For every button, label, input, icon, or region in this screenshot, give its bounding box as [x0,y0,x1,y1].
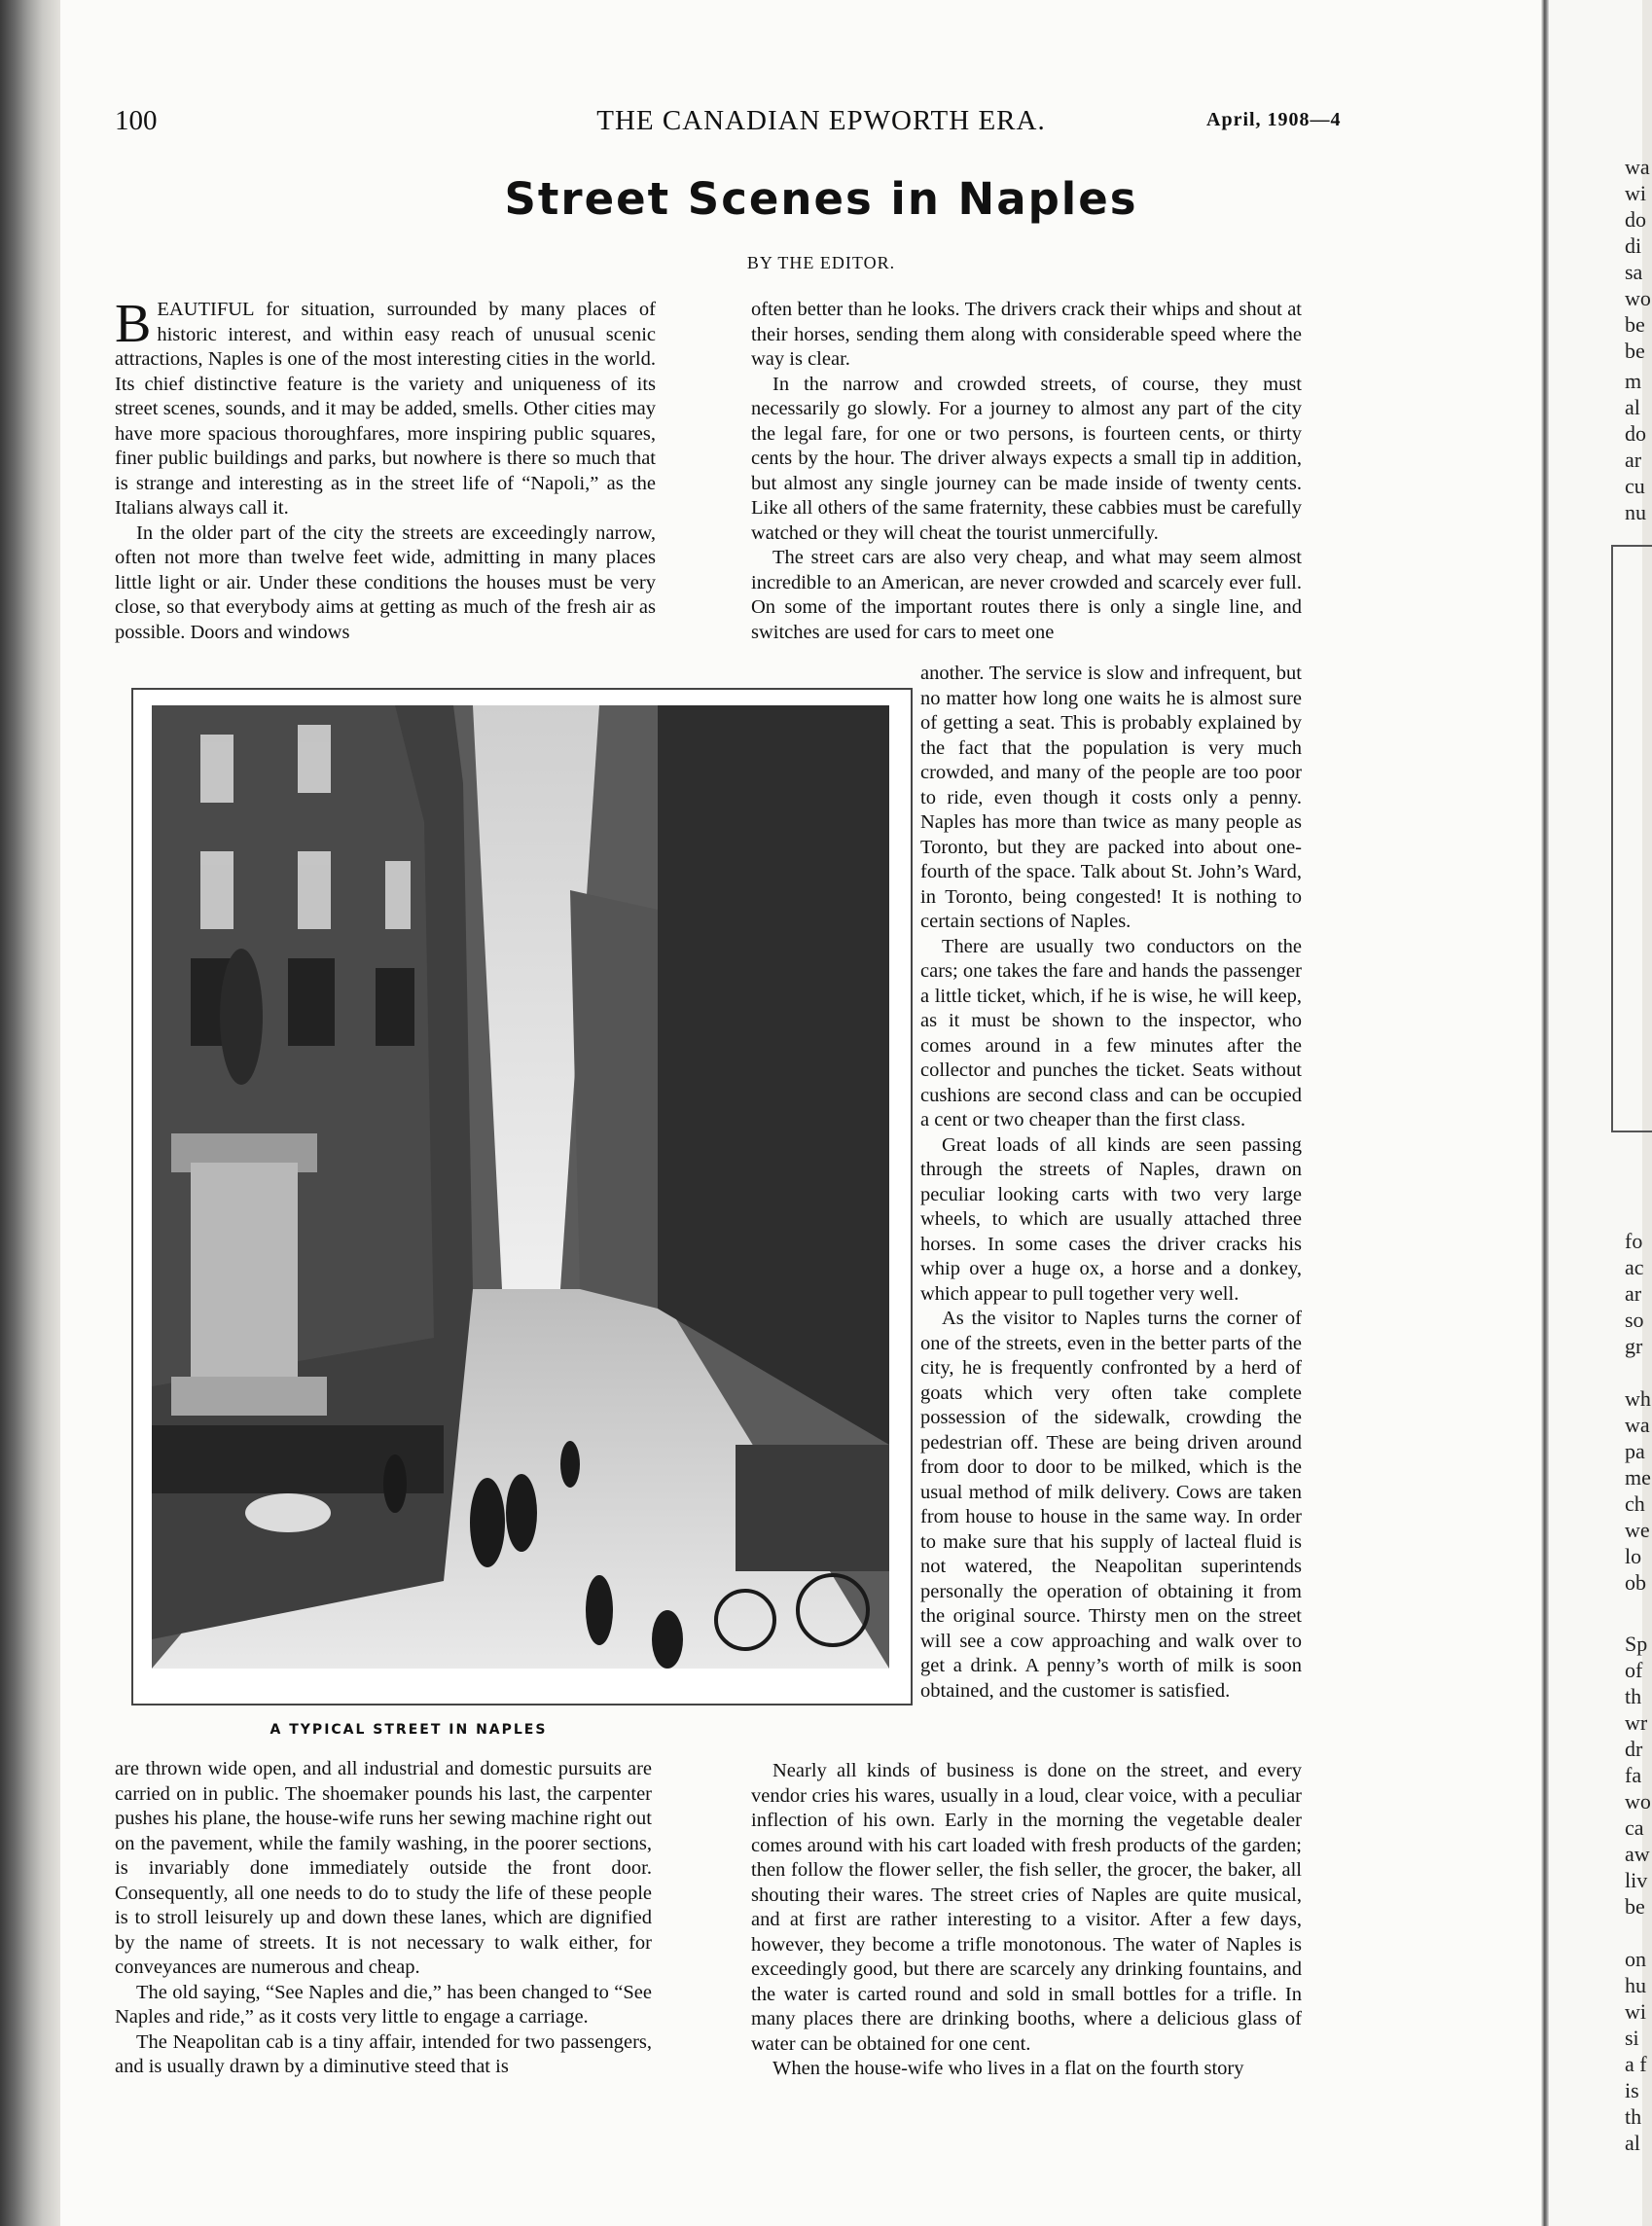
paragraph: The Neapolitan cab is a tiny affair, intended for two passengers, and is usually drawn by a diminutive steed that is [115,2030,652,2077]
paragraph: The old saying, “See Naples and die,” has been changed to “See Naples and ride,” as it costs very little to engage a carriage. [115,1981,652,2028]
adjacent-text-fragment: Sp of th wr dr fa wo ca aw liv be on hu wi si a f is th al [1625,1632,1651,2155]
column-2-middle [920,662,1302,1704]
paragraph: As the visitor to Naples turns the corner of one of the streets, even in the better parts of the city, he is frequently confronted by a herd of goats which very often take complete possession of the sidewalk, crowding the pedestrian off. These are being driven around from door to door to be milked, which is the usual method of milk delivery. Cows are taken from house to house in the same way. In order to make sure that his supply of lacteal fluid is not watered, the Neapolitan superintends personally the operation of obtaining it from the original source. Thirsty men on the street will see a cow approaching and walk over to get a drink. A penny’s worth of milk is soon obtained, and the customer is satisfied. [920,1308,1302,1702]
column-2-bottom [751,1759,1302,2082]
paragraph: There are usually two conductors on the cars; one takes the fare and hands the passenger a little ticket, which, if he is wise, he will keep, as it must be shown to the inspector, who comes around in a few minutes after the collector and punches the ticket. Seats without cushions are second class and can be occupied a cent or two cheaper than the first class. [920,935,1302,1131]
drop-cap: B [115,294,152,354]
paragraph: BEAUTIFUL for situation, surrounded by many places of historic interest, and within easy reach of unusual scenic attractions, Naples is one of the most interesting cities in the world. Its chief distinctive feature is the variety and uniqueness of its street scenes, sounds, and it may be added, smells. Other cities may have more spacious thoroughfares, more inspiring public squares, finer public buildings and parks, but nowhere is there so much that is strange and interesting as in the street life of “Napoli,” as the Italians always call it. [115,294,656,519]
paragraph: In the narrow and crowded streets, of course, they must necessarily go slowly. For a journey to almost any part of the city the legal fare, for one or two persons, is fourteen cents, or thirty cents by the hour. The driver always expects a small tip in addition, but almost any single journey can be made inside of twenty cents. Like all others of the same fraternity, these cabbies must be carefully watched or they will cheat the tourist unmercifully. [751,373,1302,544]
running-header [0,105,1642,144]
paragraph: The street cars are also very cheap, and what may seem almost incredible to an American, are never crowded and scarcely ever full. On some of the important routes there is only a single line, and switches are used for cars to meet one [751,547,1302,643]
street-photograph [152,705,889,1669]
page-gutter [1541,0,1549,2226]
adjacent-page-box [1611,545,1652,1132]
paragraph: When the house-wife who lives in a flat on the fourth story [772,2058,1244,2079]
paragraph: are thrown wide open, and all industrial and domestic pursuits are carried on in public. The shoemaker pounds his last, the carpenter pushes his plane, the house-wife runs her sewing machine right out on the pavement, while the family washing, in the poorer sections, is invariably done immediately outside the front door. Consequently, all one needs to do to study the life of these people is to stroll leisurely up and down these lanes, which are dignified by the name of streets. It is not necessary to walk either, for conveyances are numerous and cheap. [115,1758,652,1978]
paragraph: often better than he looks. The drivers crack their whips and shout at their horses, sending them along with considerable speed where the way is clear. [751,299,1302,370]
journal-title: THE CANADIAN EPWORTH ERA. [596,105,1046,136]
naples-street-image [152,705,889,1669]
paragraph: Great loads of all kinds are seen passing through the streets of Naples, drawn on peculiar looking carts with two very large wheels, to which are usually attached three horses. In some cases the driver cracks his whip over a huge ox, a horse and a donkey, which appear to pull together very well. [920,1133,1302,1305]
paragraph: In the older part of the city the streets are exceedingly narrow, often not more than twelve feet wide, admitting in many places little light or air. Under these conditions the houses must be very close, so that everybody aims at getting as much of the fresh air as possible. Doors and windows [115,521,656,643]
article-title: Street Scenes in Naples [504,173,1138,225]
adjacent-text-fragment: wa wi do di sa wo be be [1625,155,1651,363]
book-binding-shadow [0,0,60,2226]
paragraph: another. The service is slow and infrequent, but no matter how long one waits he is almost sure of getting a seat. This is probably explained by the fact that the population is very much crowded, and many of the people are too poor to ride, even though it costs only a penny. Naples has more than twice as many people as Toronto, but they are packed into about one-fourth of the space. Talk about St. John’s Ward, in Toronto, being congested! It is nothing to certain sections of Naples. [920,663,1302,932]
column-1-top [115,294,656,645]
paragraph: Nearly all kinds of business is done on the street, and every vendor cries his wares, usually in a loud, clear voice, with a peculiar inflection of his own. Early in the morning the vegetable dealer comes around with his cart loaded with fresh products of the garden; then follow the flower seller, the fish seller, the grocer, the baker, all shouting their wares. The street cries of Naples are quite musical, and at first are rather interesting to a visitor. After a few days, however, they become a trifle monotonous. The water of Naples is exceedingly good, but there are scarcely any drinking fountains, and the water is carted round and sold in small bottles for a trifle. In many places there are drinking booths, where a delicious glass of water can be obtained for one cent. [751,1760,1302,2055]
article-byline: BY THE EDITOR. [746,253,896,272]
column-2-top [751,298,1302,645]
adjacent-text-fragment: fo ac ar so gr wh wa pa me ch we lo ob [1625,1229,1651,1595]
adjacent-text-fragment: m al do ar cu nu [1625,369,1646,524]
column-1-bottom [115,1757,652,2080]
photo-caption: A TYPICAL STREET IN NAPLES [269,1722,548,1738]
issue-date: April, 1908—4 [1206,109,1342,130]
page-number: 100 [115,105,158,136]
